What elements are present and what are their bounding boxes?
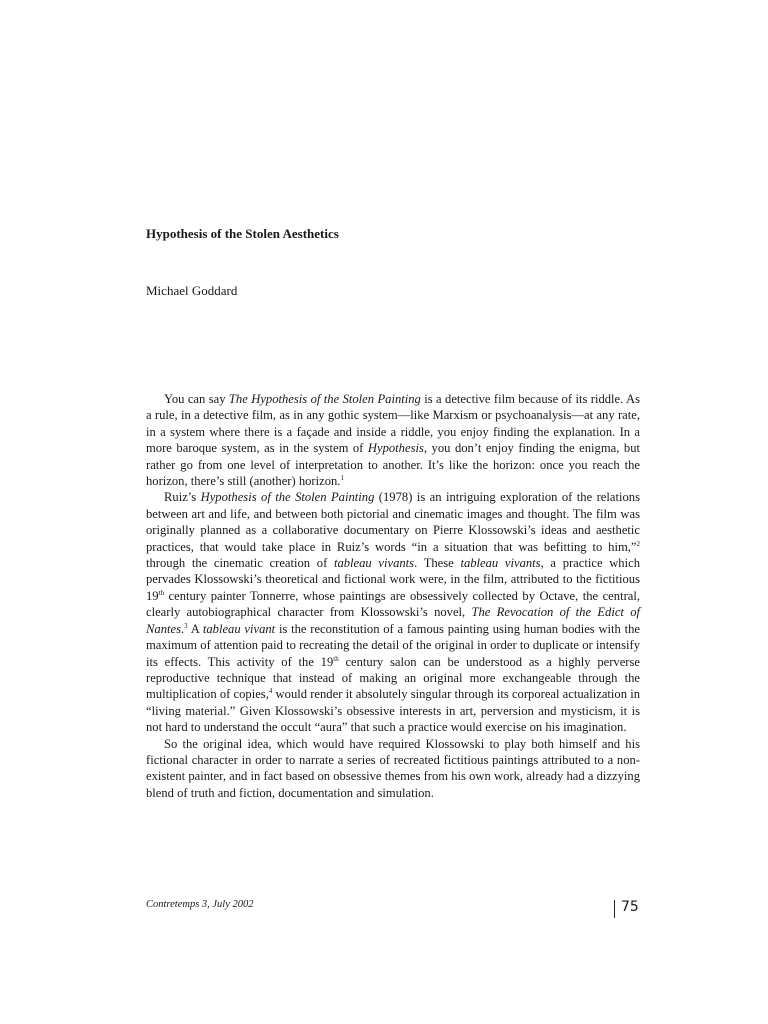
- italic-text: The Hypothesis of the Stolen Painting: [228, 392, 421, 406]
- footnote-marker: 3: [184, 621, 188, 630]
- italic-text: Hypothesis: [367, 441, 424, 456]
- text-run: is a detective film because of its riddle. As a rule, in a detective film, as in any gothic system—like Marxism or psychoanalysis—at any rate, in a system where there is a façade and inside a riddle, you enjoy finding the explanation. In a more baroque system, as in the system of: [146, 392, 640, 456]
- text-run: , you don’t enjoy finding the enigma, but rather go from one level of interpretation to another. It’s like the horizon: once you reach the horizon, there’s still (another) horizon.: [146, 441, 640, 489]
- italic-text: tableau vivants: [333, 556, 415, 571]
- footnote-marker: th: [333, 654, 339, 663]
- text-run: So the original idea, which would have required Klossowski to play both himself and his fictional character in order to narrate a series of recreated fictitious paintings attributed to a non-existent painter, and in fact based on obsessive themes from his own work, already had a dizzying blend of truth and fiction, documentation and simulation.: [146, 736, 640, 800]
- text-run: through the cinematic creation of: [146, 556, 334, 571]
- text-run: You can say: [164, 392, 229, 406]
- italic-text: The Revocation of the Edict of Nantes: [146, 605, 640, 636]
- text-run: . These: [414, 556, 461, 571]
- text-run: is the reconstitution of a famous painting using human bodies with the maximum of attention paid to recreating the detail of the original in order to duplicate or intensify its effects. This activity of the 19: [146, 621, 640, 669]
- author-name: Michael Goddard: [146, 283, 238, 298]
- italic-text: Hypothesis of the Stolen Painting: [200, 490, 375, 505]
- page-number: 75: [621, 899, 639, 915]
- footnote-marker: 4: [268, 687, 273, 696]
- text-run: (1978) is an intriguing exploration of the relations between art and life, and between both pictorial and cinematic images and thought. The film was originally planned as a collaborative documentary on Pierre Klossowski’s ideas and aesthetic practices, that would take place in Ruiz’s words “in a situation that was befitting to him,”: [146, 490, 640, 554]
- paragraph: [146, 391, 640, 489]
- text-run: Ruiz’s: [164, 490, 201, 505]
- text-run: .: [180, 621, 185, 636]
- journal-citation: Contretemps 3, July 2002: [146, 899, 254, 910]
- page-number-divider: [614, 900, 615, 918]
- text-run: century salon can be understood as a highly perverse reproductive technique that instead of making an original more exchangeable through the multiplication of copies,: [146, 654, 640, 702]
- italic-text: tableau vivant: [202, 621, 276, 636]
- paragraph: [146, 489, 640, 735]
- footnote-marker: 2: [636, 539, 640, 548]
- article-body: [146, 391, 640, 801]
- footnote-marker: th: [158, 588, 165, 597]
- text-run: century painter Tonnerre, whose paintings are obsessively collected by Octave, the central, clearly autobiographical character from Klossowski’s novel,: [146, 588, 640, 620]
- text-run: would render it absolutely singular through its corporeal actualization in “living material.” Given Klossowski’s obsessive interests in art, perversion and mysticism, it is not hard to understand the occult “aura” that such a practice would exercise on his imagination.: [146, 687, 641, 735]
- italic-text: tableau vivants: [460, 556, 541, 571]
- paragraph: [146, 736, 640, 802]
- footnote-marker: 1: [340, 473, 344, 482]
- article-title: Hypothesis of the Stolen Aesthetics: [146, 226, 339, 241]
- text-run: , a practice which pervades Klossowski’s theoretical and fictional work were, in the film, attributed to the fictitious 19: [146, 556, 640, 603]
- text-run: A: [187, 621, 203, 636]
